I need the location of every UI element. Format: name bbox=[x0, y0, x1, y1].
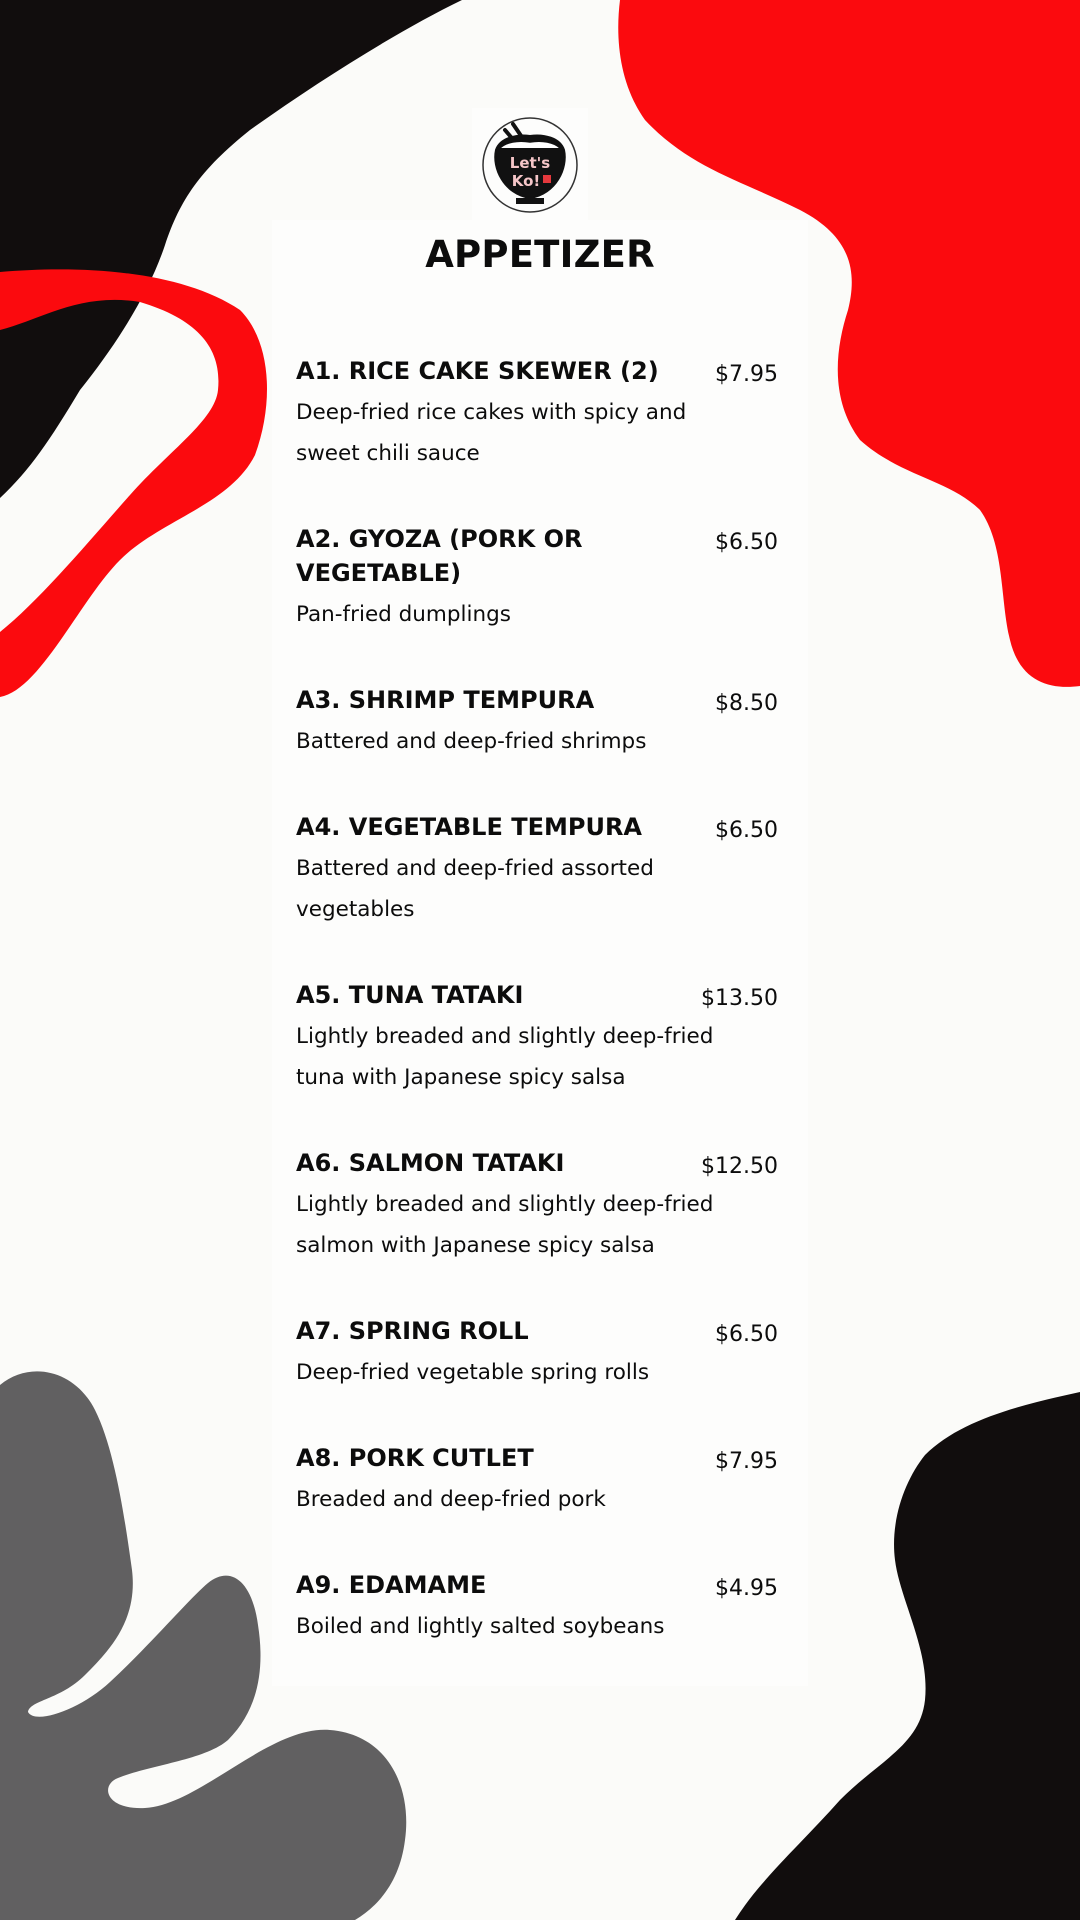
menu-item bbox=[296, 679, 778, 762]
item-description: Battered and deep-fried shrimps bbox=[296, 729, 647, 754]
item-description: Breaded and deep-fried pork bbox=[296, 1487, 606, 1512]
item-name: A8. PORK CUTLET bbox=[296, 1444, 534, 1472]
menu-item bbox=[296, 974, 778, 1098]
item-price: $6.50 bbox=[715, 1322, 778, 1347]
item-description: Battered and deep-fried assorted vegetables bbox=[296, 856, 654, 922]
item-name: A9. EDAMAME bbox=[296, 1571, 487, 1599]
restaurant-logo bbox=[472, 108, 588, 222]
item-price: $8.50 bbox=[715, 691, 778, 716]
section-title: APPETIZER bbox=[425, 233, 655, 276]
menu-list bbox=[296, 350, 778, 1691]
item-name: A1. RICE CAKE SKEWER (2) bbox=[296, 357, 659, 385]
item-description: Deep-fried vegetable spring rolls bbox=[296, 1360, 650, 1385]
item-name: A3. SHRIMP TEMPURA bbox=[296, 686, 595, 714]
item-price: $4.95 bbox=[715, 1576, 778, 1601]
item-price: $6.50 bbox=[715, 818, 778, 843]
item-price: $6.50 bbox=[715, 530, 778, 555]
item-name: A4. VEGETABLE TEMPURA bbox=[296, 813, 643, 841]
item-price: $7.95 bbox=[715, 362, 778, 387]
item-description: Lightly breaded and slightly deep-fried tuna with Japanese spicy salsa bbox=[296, 1024, 714, 1090]
logo-text-line1: Let's bbox=[509, 154, 551, 172]
menu-item bbox=[296, 518, 778, 635]
menu-item bbox=[296, 1142, 778, 1266]
menu-item bbox=[296, 806, 778, 930]
item-name: A2. GYOZA (PORK OR VEGETABLE) bbox=[296, 525, 583, 587]
item-description: Lightly breaded and slightly deep-fried salmon with Japanese spicy salsa bbox=[296, 1192, 714, 1258]
item-description: Deep-fried rice cakes with spicy and sweet chili sauce bbox=[296, 400, 687, 466]
item-price: $7.95 bbox=[715, 1449, 778, 1474]
item-name: A5. TUNA TATAKI bbox=[296, 981, 524, 1009]
logo-text-line2: Ko! bbox=[511, 172, 541, 190]
item-description: Pan-fried dumplings bbox=[296, 602, 511, 627]
item-name: A6. SALMON TATAKI bbox=[296, 1149, 565, 1177]
menu-item bbox=[296, 1437, 778, 1520]
menu-item bbox=[296, 1564, 778, 1647]
item-price: $13.50 bbox=[701, 986, 778, 1011]
menu-item bbox=[296, 1310, 778, 1393]
item-name: A7. SPRING ROLL bbox=[296, 1317, 529, 1345]
item-description: Boiled and lightly salted soybeans bbox=[296, 1614, 665, 1639]
item-price: $12.50 bbox=[701, 1154, 778, 1179]
menu-item bbox=[296, 350, 778, 474]
